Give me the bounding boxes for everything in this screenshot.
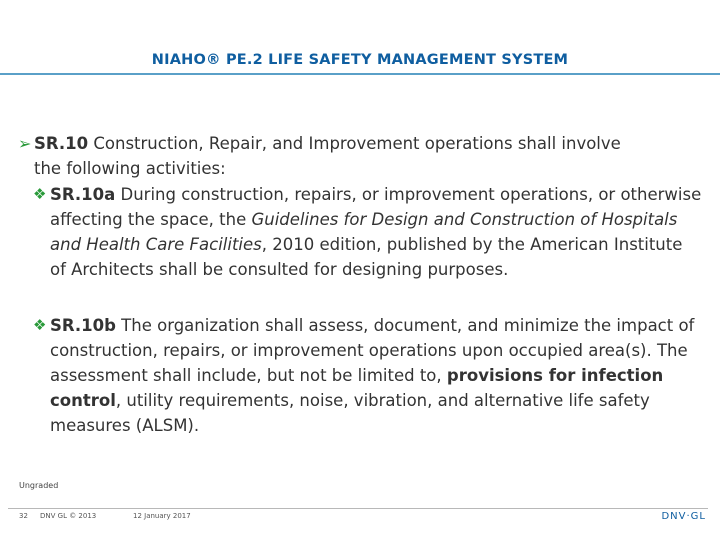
bullet-sr10b xyxy=(33,313,703,438)
page-number: 32 xyxy=(19,512,28,520)
bullet-sr10 xyxy=(18,131,708,181)
sr10a-code: SR.10a xyxy=(50,185,116,204)
sr10b-text-a: The organization shall assess, document, and minimize the impact of construction, repairs, or improvement operations upon occupied area(s). The assessment shall include, but not be limited to, xyxy=(50,316,695,385)
diamond-icon: ❖ xyxy=(33,185,47,203)
slide-title: NIAHO® PE.2 LIFE SAFETY MANAGEMENT SYSTEM xyxy=(151,52,569,68)
dnvgl-logo: DNV·GL xyxy=(661,511,706,522)
sr10b-text-b: , utility requirements, noise, vibration, and alternative life safety measures (ALSM). xyxy=(50,391,650,435)
sr10a-text-b: , 2010 edition, published by the American Institute of Architects shall be consulted for designing purposes. xyxy=(50,235,683,279)
sr10a-guideline-title: Guidelines for Design and Construction of Hospitals and Health Care Facilities xyxy=(50,210,678,254)
footer-divider xyxy=(8,508,708,509)
sr10-code: SR.10 xyxy=(34,134,89,153)
diamond-icon: ❖ xyxy=(33,316,47,334)
sr10-text-line1: Construction, Repair, and Improvement operations shall involve xyxy=(88,134,621,153)
arrow-right-icon: ➢ xyxy=(18,134,32,153)
copyright: DNV GL © 2013 xyxy=(40,512,97,520)
bullet-sr10a xyxy=(33,182,703,282)
sr10b-infection-control: provisions for infection control xyxy=(50,366,664,410)
sr10b-code: SR.10b xyxy=(50,316,116,335)
title-divider xyxy=(0,73,720,75)
sr10a-text-a: During construction, repairs, or improvement operations, or otherwise affecting the space, the xyxy=(50,185,702,229)
classification-label: Ungraded xyxy=(19,481,59,490)
sr10-text-line2: the following activities: xyxy=(34,159,226,178)
date: 12 January 2017 xyxy=(133,512,191,520)
